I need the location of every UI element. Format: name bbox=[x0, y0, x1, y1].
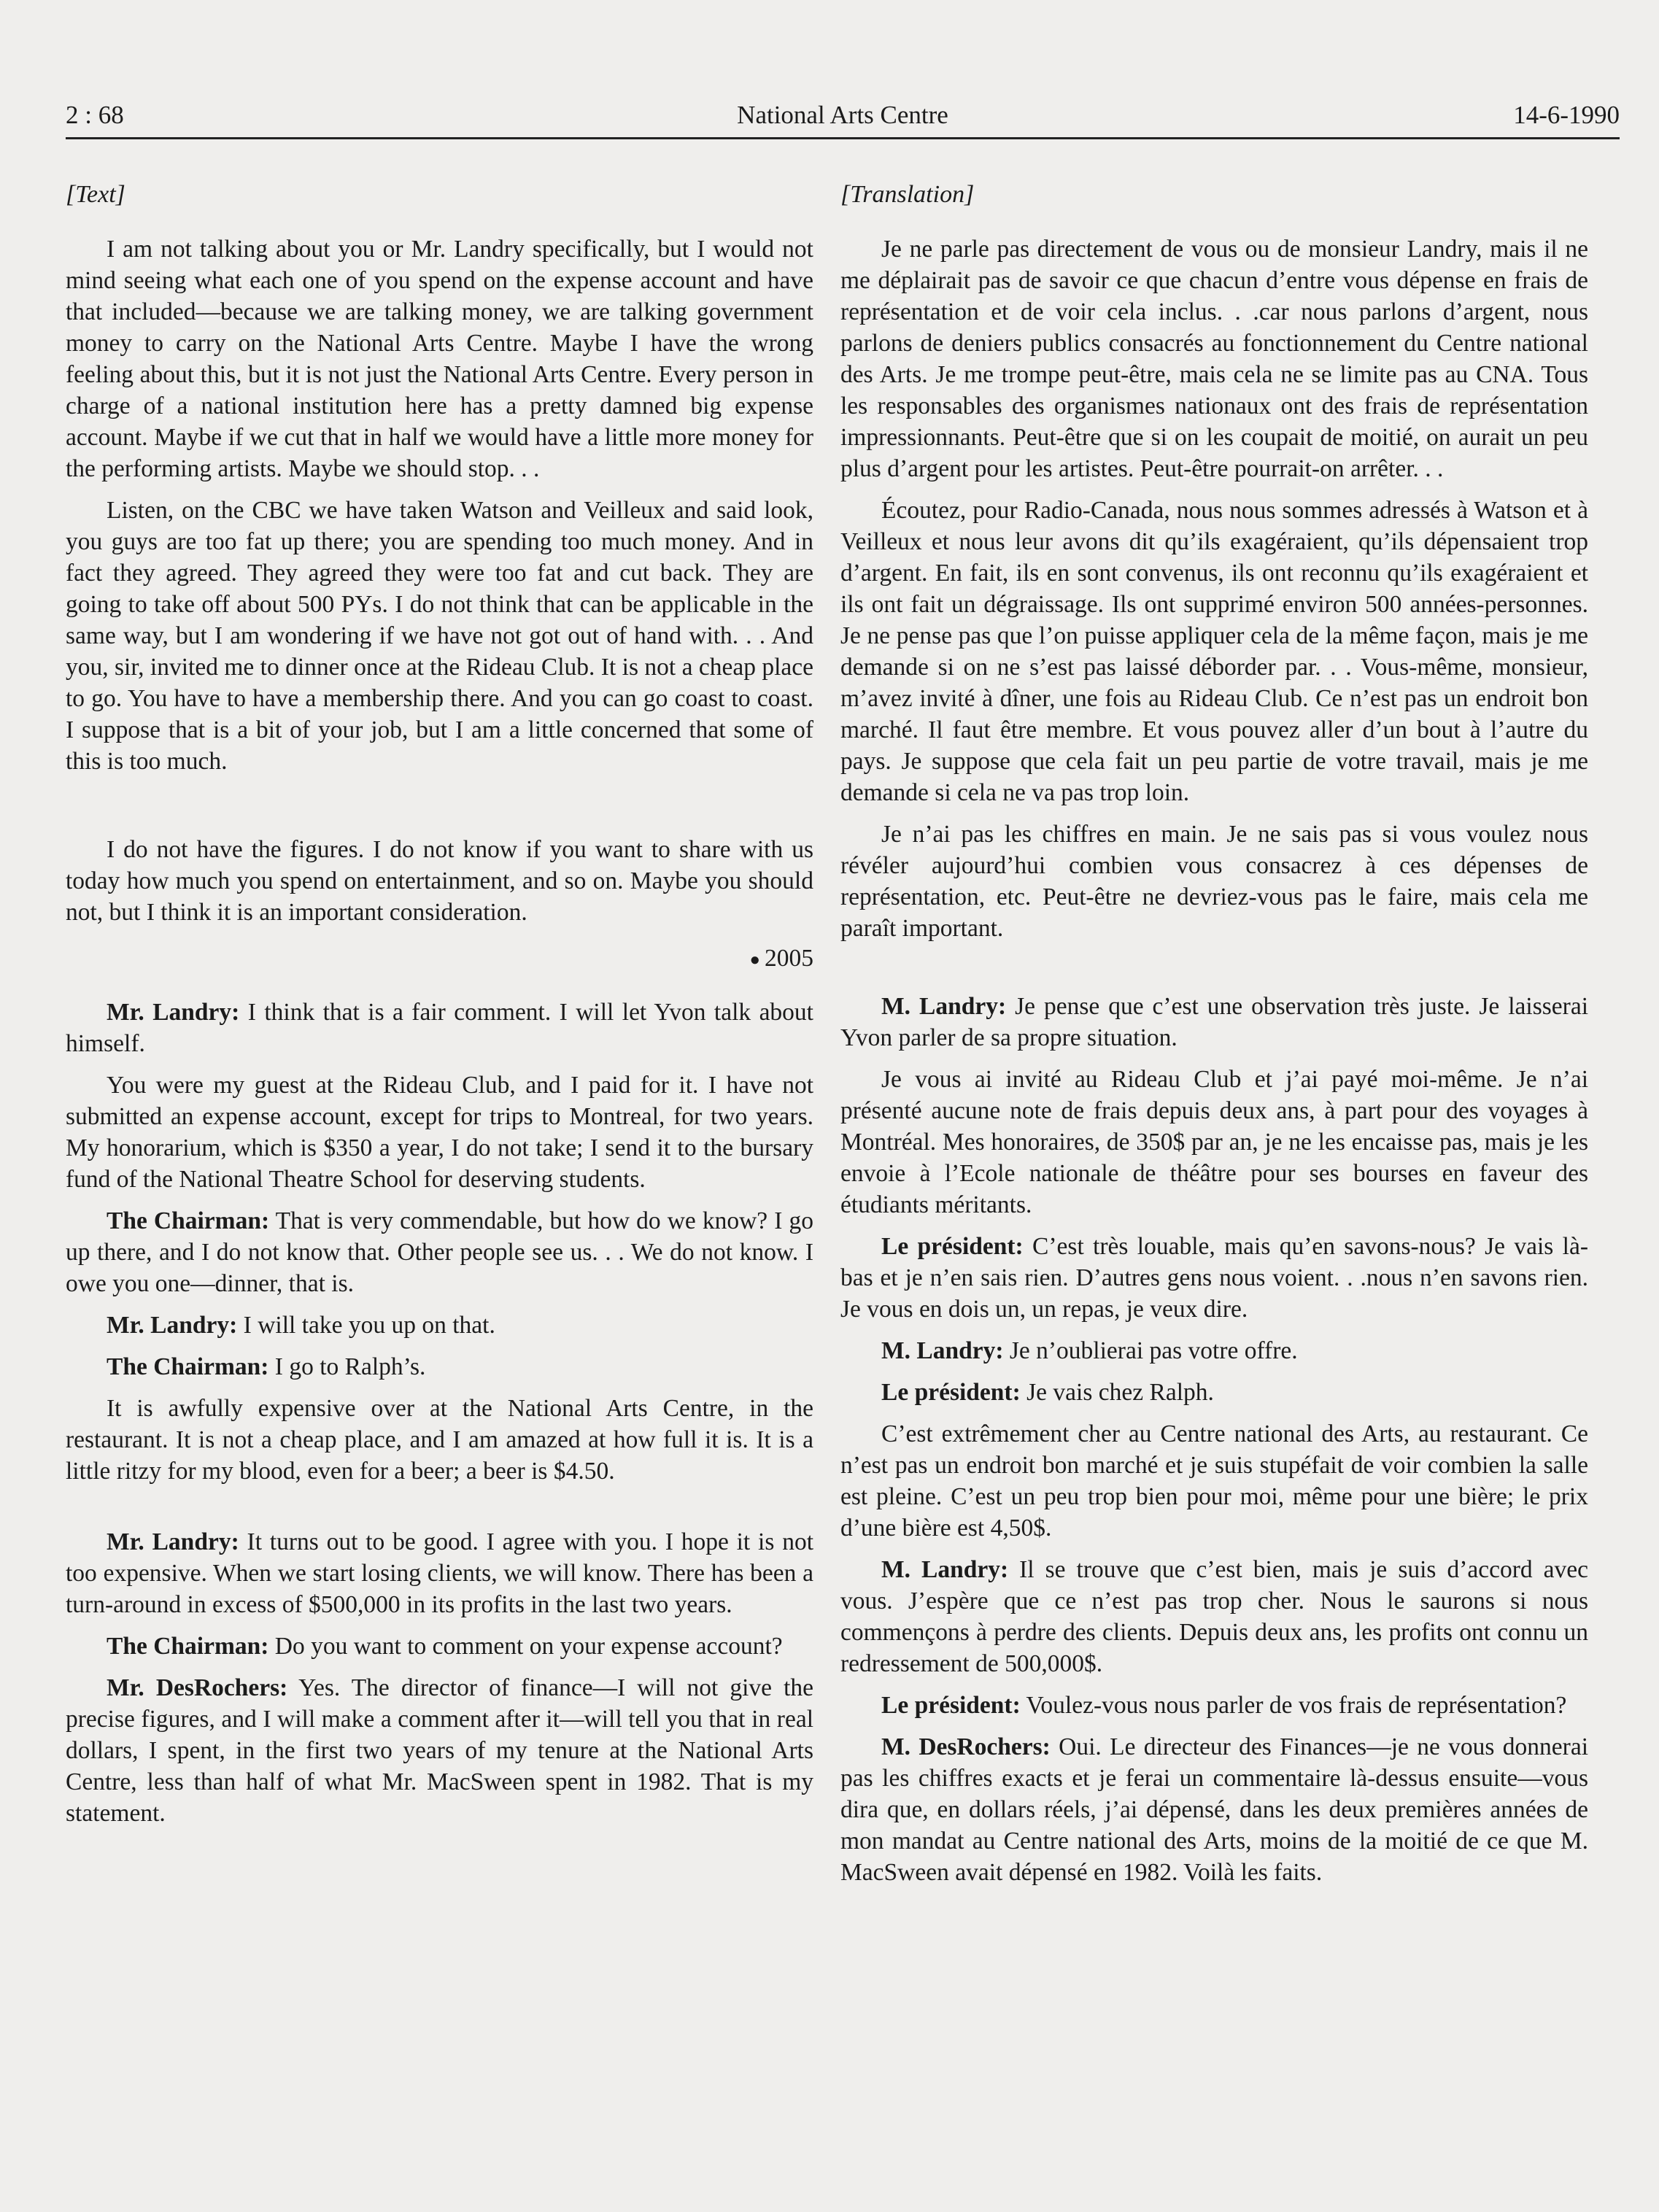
paragraph: It is awfully expensive over at the National Arts Centre, in the restaurant. It is not a cheap place, and I am amazed at how full it is. It is a little ritzy for my blood, even for a beer; a beer is $4.50. bbox=[66, 1394, 813, 1485]
speech-text: Do you want to comment on your expense account? bbox=[268, 1632, 783, 1660]
speech bbox=[66, 1205, 813, 1299]
speaker: Mr. Landry: bbox=[107, 998, 240, 1026]
english-column bbox=[66, 179, 813, 1839]
paragraph: C’est extrêmement cher au Centre national des Arts, au restaurant. Ce n’est pas un endroit bon marché et je suis stupéfait de voir combien la salle est pleine. C’est un peu trop bien pour moi, même pour une bière; le prix d’une bière est 4,50$. bbox=[840, 1420, 1588, 1542]
speech bbox=[840, 1377, 1588, 1408]
speaker: M. Landry: bbox=[881, 1337, 1004, 1364]
speech-text: Il se trouve que c’est bien, mais je suis d’accord avec vous. J’espère que ce n’est pas trop cher. Nous le saurons si nous commençons à perdre des clients. Depuis deux ans, les profits ont connu un redressement de 500,000$. bbox=[840, 1556, 1588, 1677]
page-header bbox=[66, 93, 1620, 139]
bullet-icon: ● bbox=[749, 950, 760, 970]
time-value: 2005 bbox=[765, 945, 813, 972]
speech-text: I think that is a fair comment. I will let Yvon talk about himself. bbox=[66, 998, 813, 1057]
paragraph: Je n’ai pas les chiffres en main. Je ne sais pas si vous voulez nous révéler aujourd’hui combien vous consacrez à ces dépenses de représentation, etc. Peut-être ne devriez-vous pas le faire, mais cela me paraît important. bbox=[840, 821, 1588, 942]
speech bbox=[840, 1231, 1588, 1325]
speech-text: I will take you up on that. bbox=[237, 1311, 495, 1339]
speaker: Le président: bbox=[881, 1379, 1021, 1406]
speech bbox=[840, 1731, 1588, 1888]
page-number: 2 : 68 bbox=[66, 101, 124, 129]
speech bbox=[66, 1310, 813, 1341]
speech-text: C’est très louable, mais qu’en savons-nous? Je vais là-bas et je n’en sais rien. D’autres gens nous voient. . .nous n’en savons rien. Je vous en dois un, un repas, je veux dire. bbox=[840, 1233, 1588, 1323]
paragraph: You were my guest at the Rideau Club, and I paid for it. I have not submitted an expense account, except for trips to Montreal, for two years. My honorarium, which is $350 a year, I do not take; I send it to the bursary fund of the National Theatre School for deserving students. bbox=[66, 1071, 813, 1193]
page-title: National Arts Centre bbox=[737, 101, 948, 129]
speaker: Mr. DesRochers: bbox=[107, 1674, 288, 1701]
speech-text: Je pense que c’est une observation très juste. Je laisserai Yvon parler de sa propre situation. bbox=[840, 993, 1588, 1051]
speech-text: Je vais chez Ralph. bbox=[1020, 1379, 1214, 1406]
speech-text: Je n’oublierai pas votre offre. bbox=[1003, 1337, 1298, 1364]
speech-text: Yes. The director of finance—I will not give the precise figures, and I will make a comment after it—will tell you that in real dollars, I spent, in the first two years of my tenure at the National Arts Centre, less than half of what Mr. MacSween spent in 1982. That is my statement. bbox=[66, 1674, 813, 1827]
paragraph: I do not have the figures. I do not know if you want to share with us today how much you spend on entertainment, and so on. Maybe you should not, but I think it is an important consideration. bbox=[66, 836, 813, 926]
page-date: 14-6-1990 bbox=[1513, 101, 1620, 129]
paragraph: Je ne parle pas directement de vous ou de monsieur Landry, mais il ne me déplairait pas de savoir ce que chacun d’entre vous dépense en frais de représentation et de voir cela inclus. . .car nous parlons d’argent, nous parlons de deniers publics consacrés au fonctionnement du Centre national des Arts. Je me trompe peut-être, mais cela ne se limite pas au CNA. Tous les responsables des organismes nationaux ont des frais de représentation impressionnants. Peut-être que si on les coupait de moitié, on aurait un peu plus d’argent pour les artistes. Peut-être pourrait-on arrêter. . . bbox=[840, 236, 1588, 482]
speech bbox=[840, 991, 1588, 1053]
paragraph: Listen, on the CBC we have taken Watson and Veilleux and said look, you guys are too fat up there; you are spending too much money. And in fact they agreed. They agreed they were too fat and cut back. They are going to take off about 500 PYs. I do not think that can be applicable in the same way, but I am wondering if we have not got out of hand with. . . And you, sir, invited me to dinner once at the Rideau Club. It is not a cheap place to go. You have to have a membership there. And you can go coast to coast. I suppose that is a bit of your job, but I am a little concerned that some of this is too much. bbox=[66, 497, 813, 775]
speech bbox=[66, 1631, 813, 1662]
translation-tag: [Translation] bbox=[840, 181, 975, 208]
paragraph: Écoutez, pour Radio-Canada, nous nous sommes adressés à Watson et à Veilleux et nous leur avons dit qu’ils exagéraient, qu’ils dépensaient trop d’argent. En fait, ils en sont convenus, ils ont reconnu qu’ils exagéraient et ils ont fait un dégraissage. Ils ont supprimé environ 500 années-personnes. Je ne pense pas que l’on puisse appliquer cela de la même façon, mais je me demande si on ne s’est pas laissé déborder par. . . Vous-même, monsieur, m’avez invité à dîner, une fois au Rideau Club. Ce n’est pas un endroit bon marché. Il faut être membre. Et vous pouvez aller d’un bout à l’autre du pays. Je suppose que cela fait un peu partie de votre travail, mais je me demande si cela ne va pas trop loin. bbox=[840, 497, 1588, 806]
paragraph: Je vous ai invité au Rideau Club et j’ai payé moi-même. Je n’ai présenté aucune note de frais depuis deux ans, à part pour des voyages à Montréal. Mes honoraires, de 350$ par an, je ne les encaisse pas, mais je les envoie à l’Ecole nationale de théâtre pour ses bourses en faveur des étudiants méritants. bbox=[840, 1066, 1588, 1218]
text-tag: [Text] bbox=[66, 181, 125, 208]
speaker: M. DesRochers: bbox=[881, 1733, 1051, 1760]
french-column bbox=[840, 179, 1588, 1898]
speaker: M. Landry: bbox=[881, 993, 1007, 1020]
speech bbox=[840, 1690, 1588, 1721]
speech bbox=[66, 997, 813, 1059]
speaker: Le président: bbox=[881, 1233, 1024, 1260]
speech-text: It turns out to be good. I agree with you. I hope it is not too expensive. When we start losing clients, we will know. There has been a turn-around in excess of $500,000 in its profits in the last two years. bbox=[66, 1528, 814, 1618]
speech-text: Voulez-vous nous parler de vos frais de représentation? bbox=[1020, 1692, 1567, 1719]
speech bbox=[66, 1351, 813, 1382]
speaker: The Chairman: bbox=[107, 1632, 269, 1660]
speaker: M. Landry: bbox=[881, 1556, 1009, 1583]
speech-text: Oui. Le directeur des Finances—je ne vous donnerai pas les chiffres exacts et je ferai un commentaire là-dessus ensuite—vous dira que, en dollars réels, j’ai dépensé, dans les deux premières années de mon mandat au Centre national des Arts, moins de la moitié de ce que M. MacSween avait dépensé en 1982. Voilà les faits. bbox=[840, 1733, 1589, 1886]
time-marker bbox=[66, 943, 813, 976]
speaker: Mr. Landry: bbox=[107, 1311, 238, 1339]
speech bbox=[840, 1335, 1588, 1366]
speech-text: I go to Ralph’s. bbox=[268, 1353, 426, 1380]
speech bbox=[66, 1672, 813, 1829]
paragraph: I am not talking about you or Mr. Landry specifically, but I would not mind seeing what each one of you spend on the expense account and have that included—because we are talking money, we are talking government money to carry on the National Arts Centre. Maybe I have the wrong feeling about this, but it is not just the National Arts Centre. Every person in charge of a national institution here has a pretty damned big expense account. Maybe if we cut that in half we would have a little more money for the performing artists. Maybe we should stop. . . bbox=[66, 236, 813, 482]
speaker: The Chairman: bbox=[107, 1207, 270, 1234]
speaker: Le président: bbox=[881, 1692, 1021, 1719]
speech-text: That is very commendable, but how do we know? I go up there, and I do not know that. Other people see us. . . We do not know. I owe you one—dinner, that is. bbox=[66, 1207, 813, 1297]
speech bbox=[840, 1554, 1588, 1679]
speaker: Mr. Landry: bbox=[107, 1528, 239, 1555]
speech bbox=[66, 1526, 813, 1620]
speaker: The Chairman: bbox=[107, 1353, 269, 1380]
